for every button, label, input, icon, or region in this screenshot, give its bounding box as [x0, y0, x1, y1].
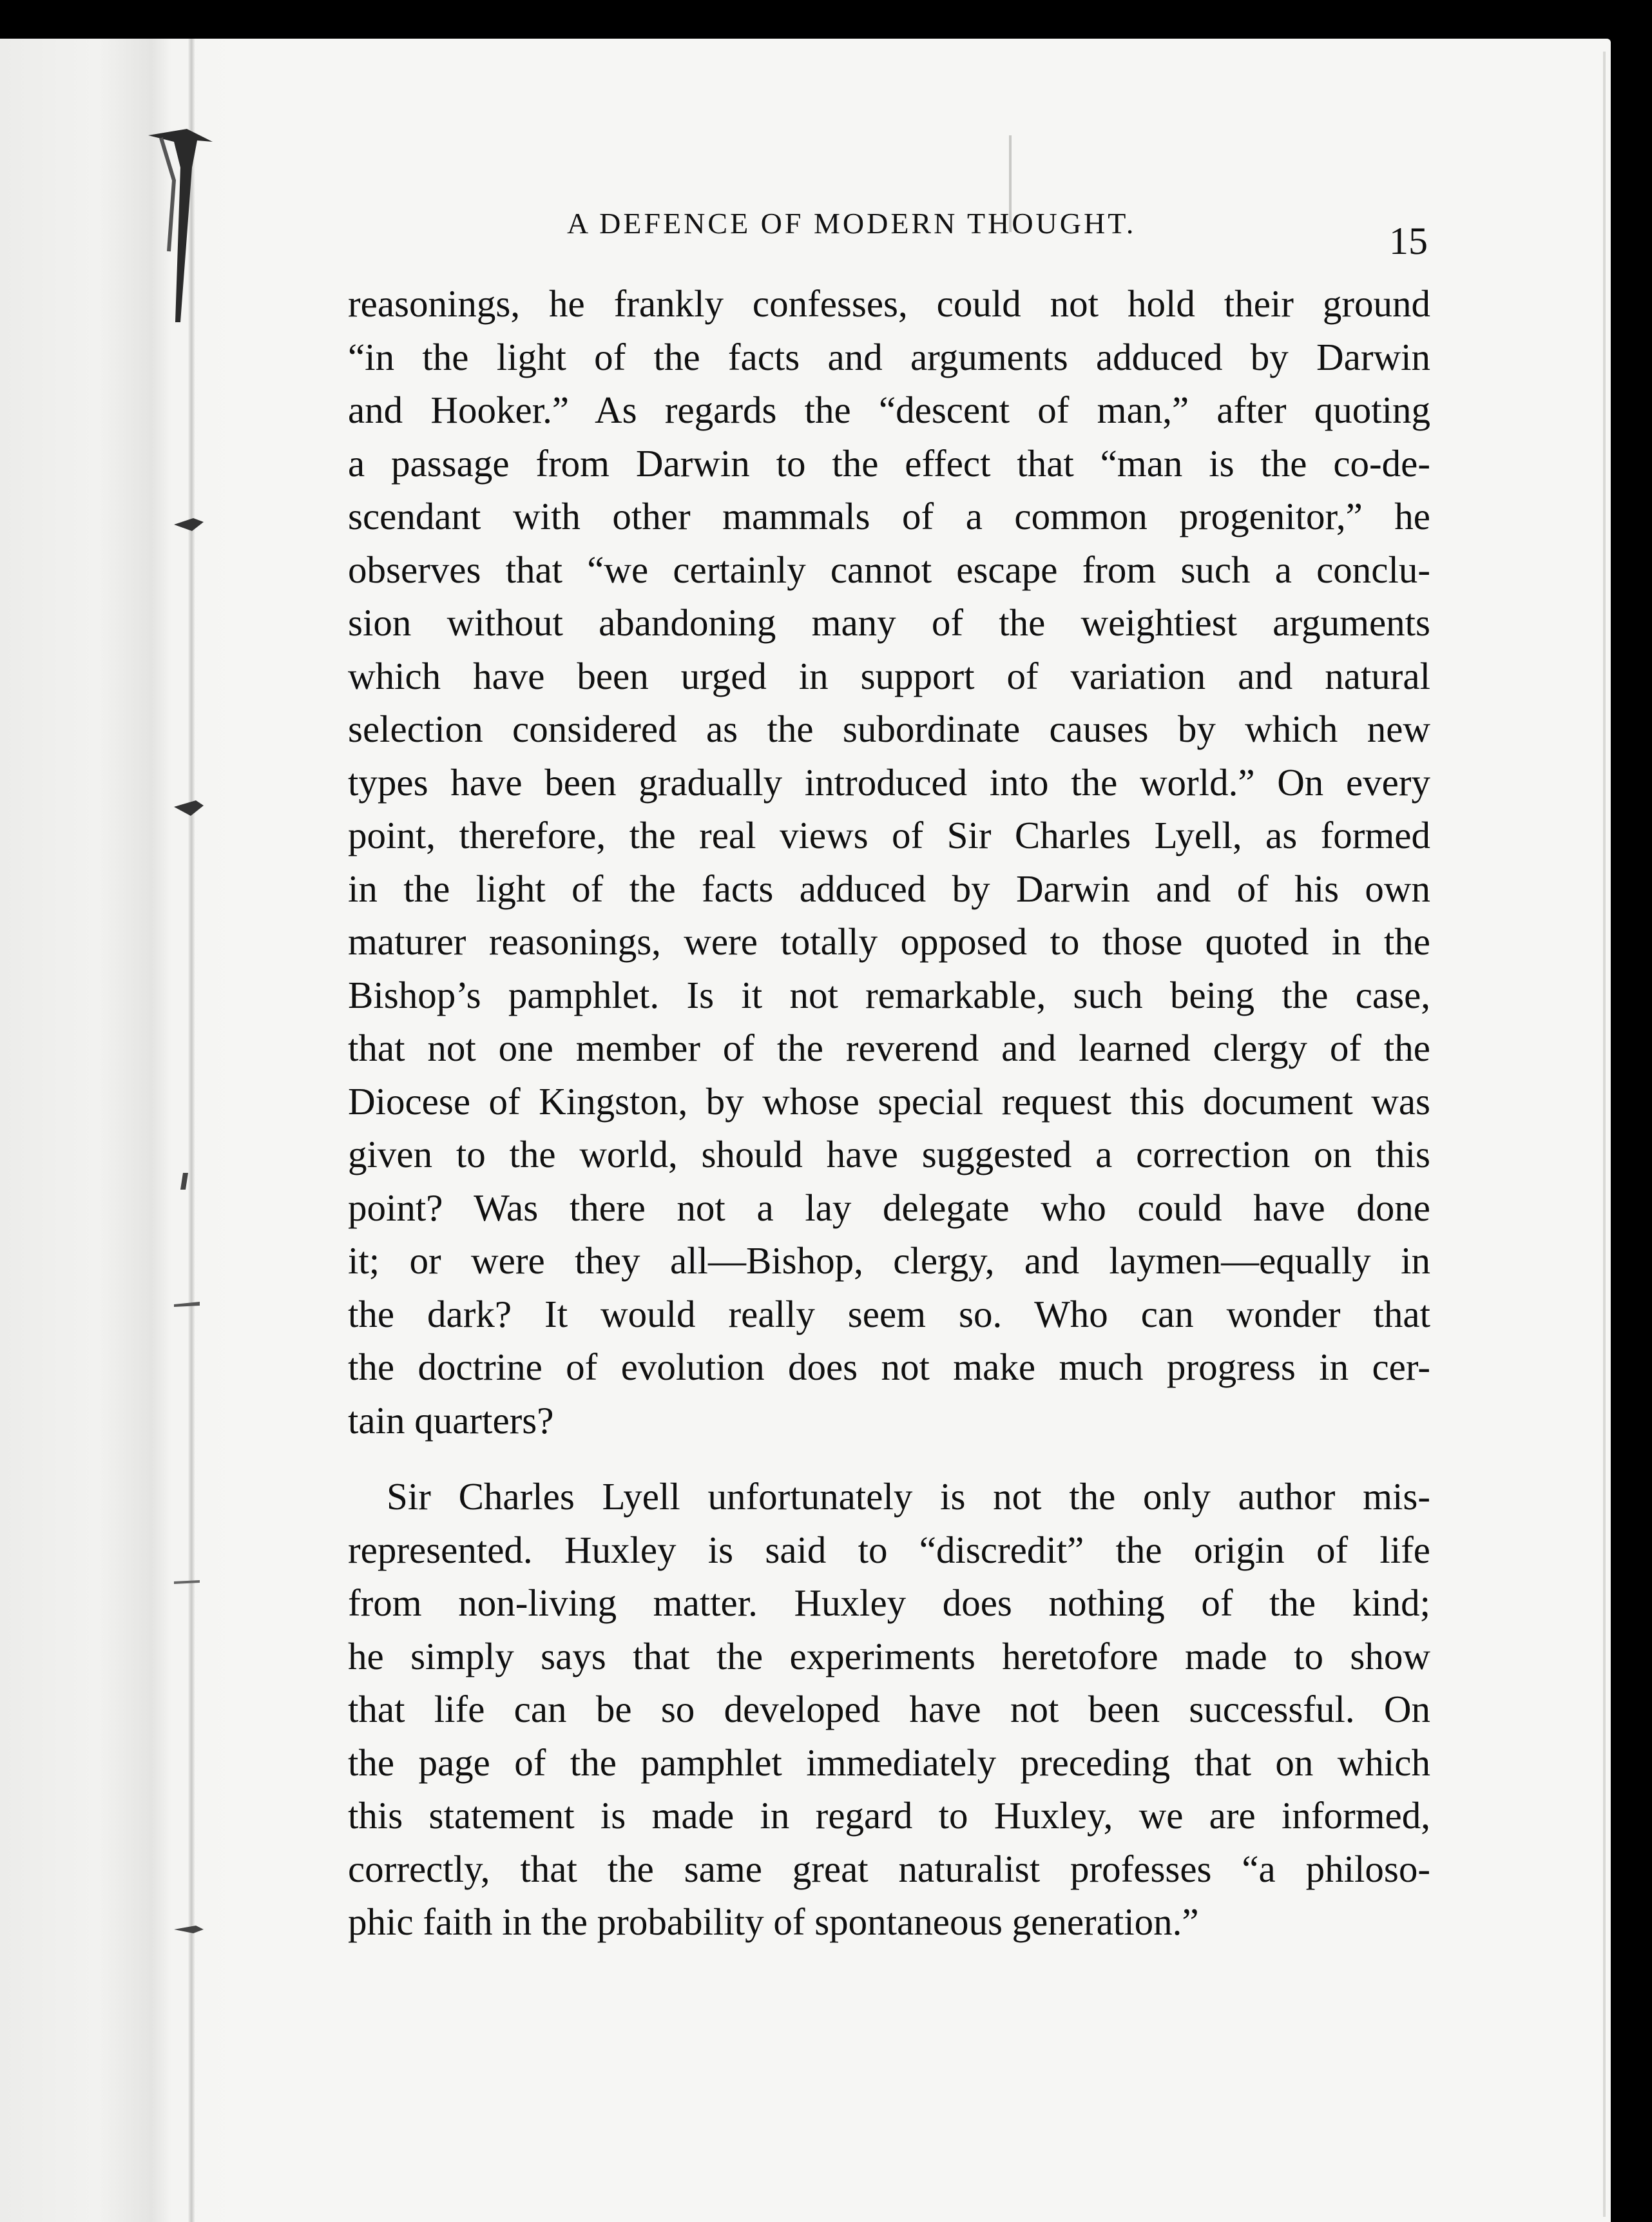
text-line: maturer reasonings, were totally opposed to those quoted in the — [348, 920, 1430, 963]
text-line: observes that “we certainly cannot escape from such a conclu- — [348, 548, 1430, 591]
text-line: he simply says that the experiments heretofore made to show — [348, 1634, 1430, 1677]
text-line: this statement is made in regard to Huxley, we are informed, — [348, 1794, 1430, 1837]
binding-stitch-mark — [174, 1295, 206, 1312]
text-line: scendant with other mammals of a common progenitor,” he — [348, 495, 1430, 537]
text-line: from non-living matter. Huxley does nothing of the kind; — [348, 1581, 1430, 1624]
paragraph — [348, 277, 1430, 1447]
binding-stitch-mark — [135, 129, 226, 322]
text-line: point? Was there not a lay delegate who could have done — [348, 1186, 1430, 1229]
text-line: types have been gradually introduced into the world.” On every — [348, 760, 1430, 804]
text-line: tain quarters? — [348, 1398, 554, 1442]
text-line: that life can be so developed have not been successful. On — [348, 1688, 1430, 1730]
text-line: point, therefore, the real views of Sir Charles Lyell, as formed — [348, 814, 1430, 856]
binding-stitch-mark — [174, 516, 206, 532]
text-line: sion without abandoning many of the weightiest arguments — [348, 601, 1430, 644]
text-line: a passage from Darwin to the effect that “man is the co-de- — [348, 441, 1430, 485]
text-line: the dark? It would really seem so. Who can wonder that — [348, 1292, 1430, 1335]
paper-edge-shadow — [1603, 52, 1606, 2217]
binding-gutter — [0, 39, 245, 2222]
text-line: Bishop’s pamphlet. Is it not remarkable, such being the case, — [348, 973, 1430, 1016]
paragraph — [348, 1470, 1430, 1949]
text-line: selection considered as the subordinate causes by which new — [348, 708, 1430, 750]
running-head: A DEFENCE OF MODERN THOUGHT. — [567, 207, 1137, 240]
text-line: that not one member of the reverend and learned clergy of the — [348, 1027, 1430, 1069]
binding-stitch-mark — [174, 799, 206, 816]
text-line: reasonings, he frankly confesses, could not hold their ground — [348, 282, 1430, 325]
text-line: in the light of the facts adduced by Darwin and of his own — [348, 867, 1430, 910]
text-line: phic faith in the probability of spontaneous generation.” — [348, 1900, 1199, 1943]
text-line: the page of the pamphlet immediately preceding that on which — [348, 1741, 1430, 1784]
text-line: represented. Huxley is said to “discredit” the origin of life — [348, 1528, 1430, 1571]
text-line: given to the world, should have suggested a correction on this — [348, 1133, 1430, 1175]
body-text — [348, 277, 1430, 1949]
text-line: which have been urged in support of variation and natural — [348, 654, 1430, 697]
gutter-fold-line — [188, 39, 195, 2222]
text-line: the doctrine of evolution does not make much progress in cer- — [348, 1346, 1430, 1388]
binding-stitch-mark — [174, 1920, 206, 1937]
binding-stitch-mark — [174, 1173, 206, 1190]
binding-stitch-mark — [174, 1572, 206, 1589]
text-line: “in the light of the facts and arguments adduced by Darwin — [348, 335, 1430, 378]
text-line: and Hooker.” As regards the “descent of man,” after quoting — [348, 389, 1430, 431]
text-line: Diocese of Kingston, by whose special request this document was — [348, 1079, 1430, 1123]
page-number: 15 — [1389, 220, 1428, 262]
paragraph-gap — [348, 1447, 1430, 1470]
text-line: Sir Charles Lyell unfortunately is not the only author mis- — [387, 1475, 1430, 1518]
text-line: it; or were they all—Bishop, clergy, and laymen—equally in — [348, 1239, 1430, 1282]
text-line: correctly, that the same great naturalist professes “a philoso- — [348, 1847, 1430, 1890]
